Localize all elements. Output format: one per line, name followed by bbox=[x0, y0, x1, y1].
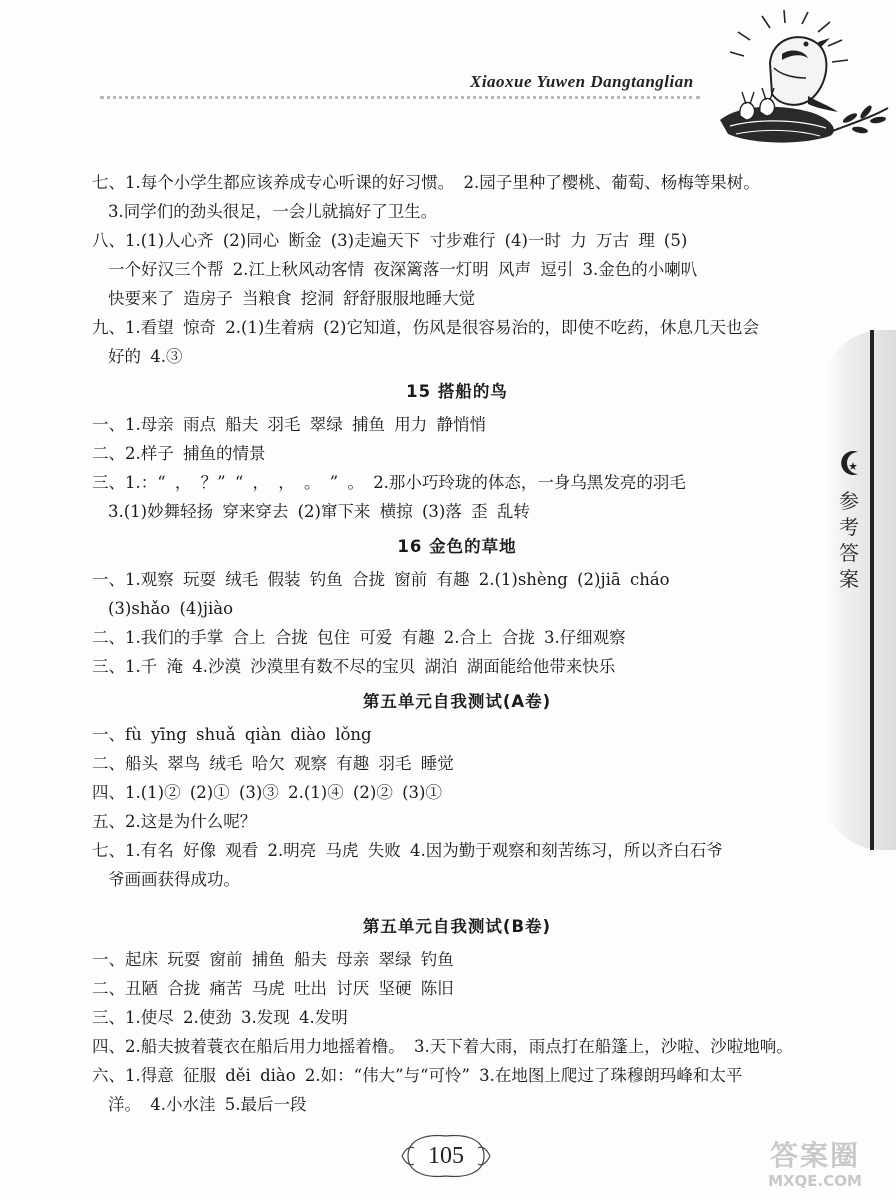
answer-line: 一个好汉三个帮 2.江上秋风动客情 夜深篱落一灯明 风声 逗引 3.金色的小喇叭 bbox=[108, 260, 698, 279]
answer-line: 七、1.有名 好像 观看 2.明亮 马虎 失败 4.因为勤于观察和刻苦练习，所以齐白石爷 bbox=[92, 841, 723, 860]
answer-line: 一、起床 玩耍 窗前 捕鱼 船夫 母亲 翠绿 钓鱼 bbox=[92, 950, 454, 969]
watermark-url: MXQE.COM bbox=[768, 1172, 862, 1190]
answer-line: 洋。 4.小水洼 5.最后一段 bbox=[108, 1095, 307, 1114]
answer-line: 二、1.我们的手掌 合上 合拢 包住 可爱 有趣 2.合上 合拢 3.仔细观察 bbox=[92, 628, 626, 647]
site-watermark bbox=[740, 1134, 890, 1194]
answer-line: 八、1.(1)人心齐 (2)同心 断金 (3)走遍天下 寸步难行 (4)一时 力 万古 理 (5) bbox=[92, 231, 688, 250]
side-tab-rule bbox=[870, 330, 874, 850]
answer-line: 四、2.船夫披着蓑衣在船后用力地摇着橹。 3.天下着大雨，雨点打在船篷上，沙啦、沙啦地响。 bbox=[92, 1037, 793, 1056]
answer-line: 一、1.母亲 雨点 船夫 羽毛 翠绿 捕鱼 用力 静悄悄 bbox=[92, 415, 486, 434]
section-heading: 第五单元自我测试(A卷) bbox=[362, 692, 552, 711]
answer-line: 二、船头 翠鸟 绒毛 哈欠 观察 有趣 羽毛 睡觉 bbox=[92, 754, 454, 773]
answer-line: 爷画画获得成功。 bbox=[108, 870, 240, 889]
answer-line: 三、1.千 淹 4.沙漠 沙漠里有数不尽的宝贝 湖泊 湖面能给他带来快乐 bbox=[92, 657, 616, 676]
section-heading: 15 搭船的鸟 bbox=[406, 382, 508, 401]
answer-line: 二、2.样子 捕鱼的情景 bbox=[92, 444, 266, 463]
answer-line: 三、1.：“ ， ？” “ ， ， 。 ” 。 2.那小巧玲珑的体态，一身乌黑发亮的羽毛 bbox=[92, 473, 686, 492]
page-number: 105 bbox=[428, 1143, 464, 1169]
section-heading: 第五单元自我测试(B卷) bbox=[362, 917, 552, 936]
answer-line: 二、丑陋 合拢 痛苦 马虎 吐出 讨厌 坚硬 陈旧 bbox=[92, 979, 454, 998]
answer-line: 好的 4.③ bbox=[108, 347, 183, 366]
answer-line: 一、fù yīng shuǎ qiàn diào lǒng bbox=[92, 725, 372, 744]
answer-line: 三、1.使尽 2.使劲 3.发现 4.发明 bbox=[92, 1008, 348, 1027]
answer-line: 3.同学们的劲头很足，一会儿就搞好了卫生。 bbox=[108, 202, 438, 221]
answer-line: 六、1.得意 征服 děi diào 2.如：“伟大”与“可怜” 3.在地图上爬过了珠穆朗玛峰和太平 bbox=[92, 1066, 743, 1085]
bird-nest-illustration bbox=[710, 8, 890, 158]
section-heading: 16 金色的草地 bbox=[397, 537, 517, 556]
answer-line: 一、1.观察 玩耍 绒毛 假装 钓鱼 合拢 窗前 有趣 2.(1)shèng (2)jiā cháo bbox=[92, 570, 670, 589]
crescent-moon-icon bbox=[838, 448, 868, 478]
answer-line: 五、2.这是为什么呢？ bbox=[92, 812, 257, 831]
header-title: Xiaoxue Yuwen Dangtanglian bbox=[470, 72, 694, 91]
side-tab-label: 参考答案 bbox=[839, 489, 859, 591]
answer-line: 四、1.(1)② (2)① (3)③ 2.(1)④ (2)② (3)① bbox=[92, 783, 442, 802]
answer-line: 七、1.每个小学生都应该养成专心听课的好习惯。 2.园子里种了樱桃、葡萄、杨梅等果树。 bbox=[92, 173, 760, 192]
header-dotted-rule bbox=[100, 96, 700, 99]
answer-line: (3)shǎo (4)jiào bbox=[108, 599, 234, 618]
answer-line: 九、1.看望 惊奇 2.(1)生着病 (2)它知道，伤风是很容易治的，即使不吃药，休息几天也会 bbox=[92, 318, 759, 337]
answer-line: 快要来了 造房子 当粮食 挖洞 舒舒服服地睡大觉 bbox=[108, 289, 475, 308]
answer-content bbox=[92, 168, 822, 1119]
answer-line: 3.(1)妙舞轻扬 穿来穿去 (2)窜下来 横掠 (3)落 歪 乱转 bbox=[108, 502, 530, 521]
watermark-text: 答案圈 bbox=[769, 1139, 860, 1172]
